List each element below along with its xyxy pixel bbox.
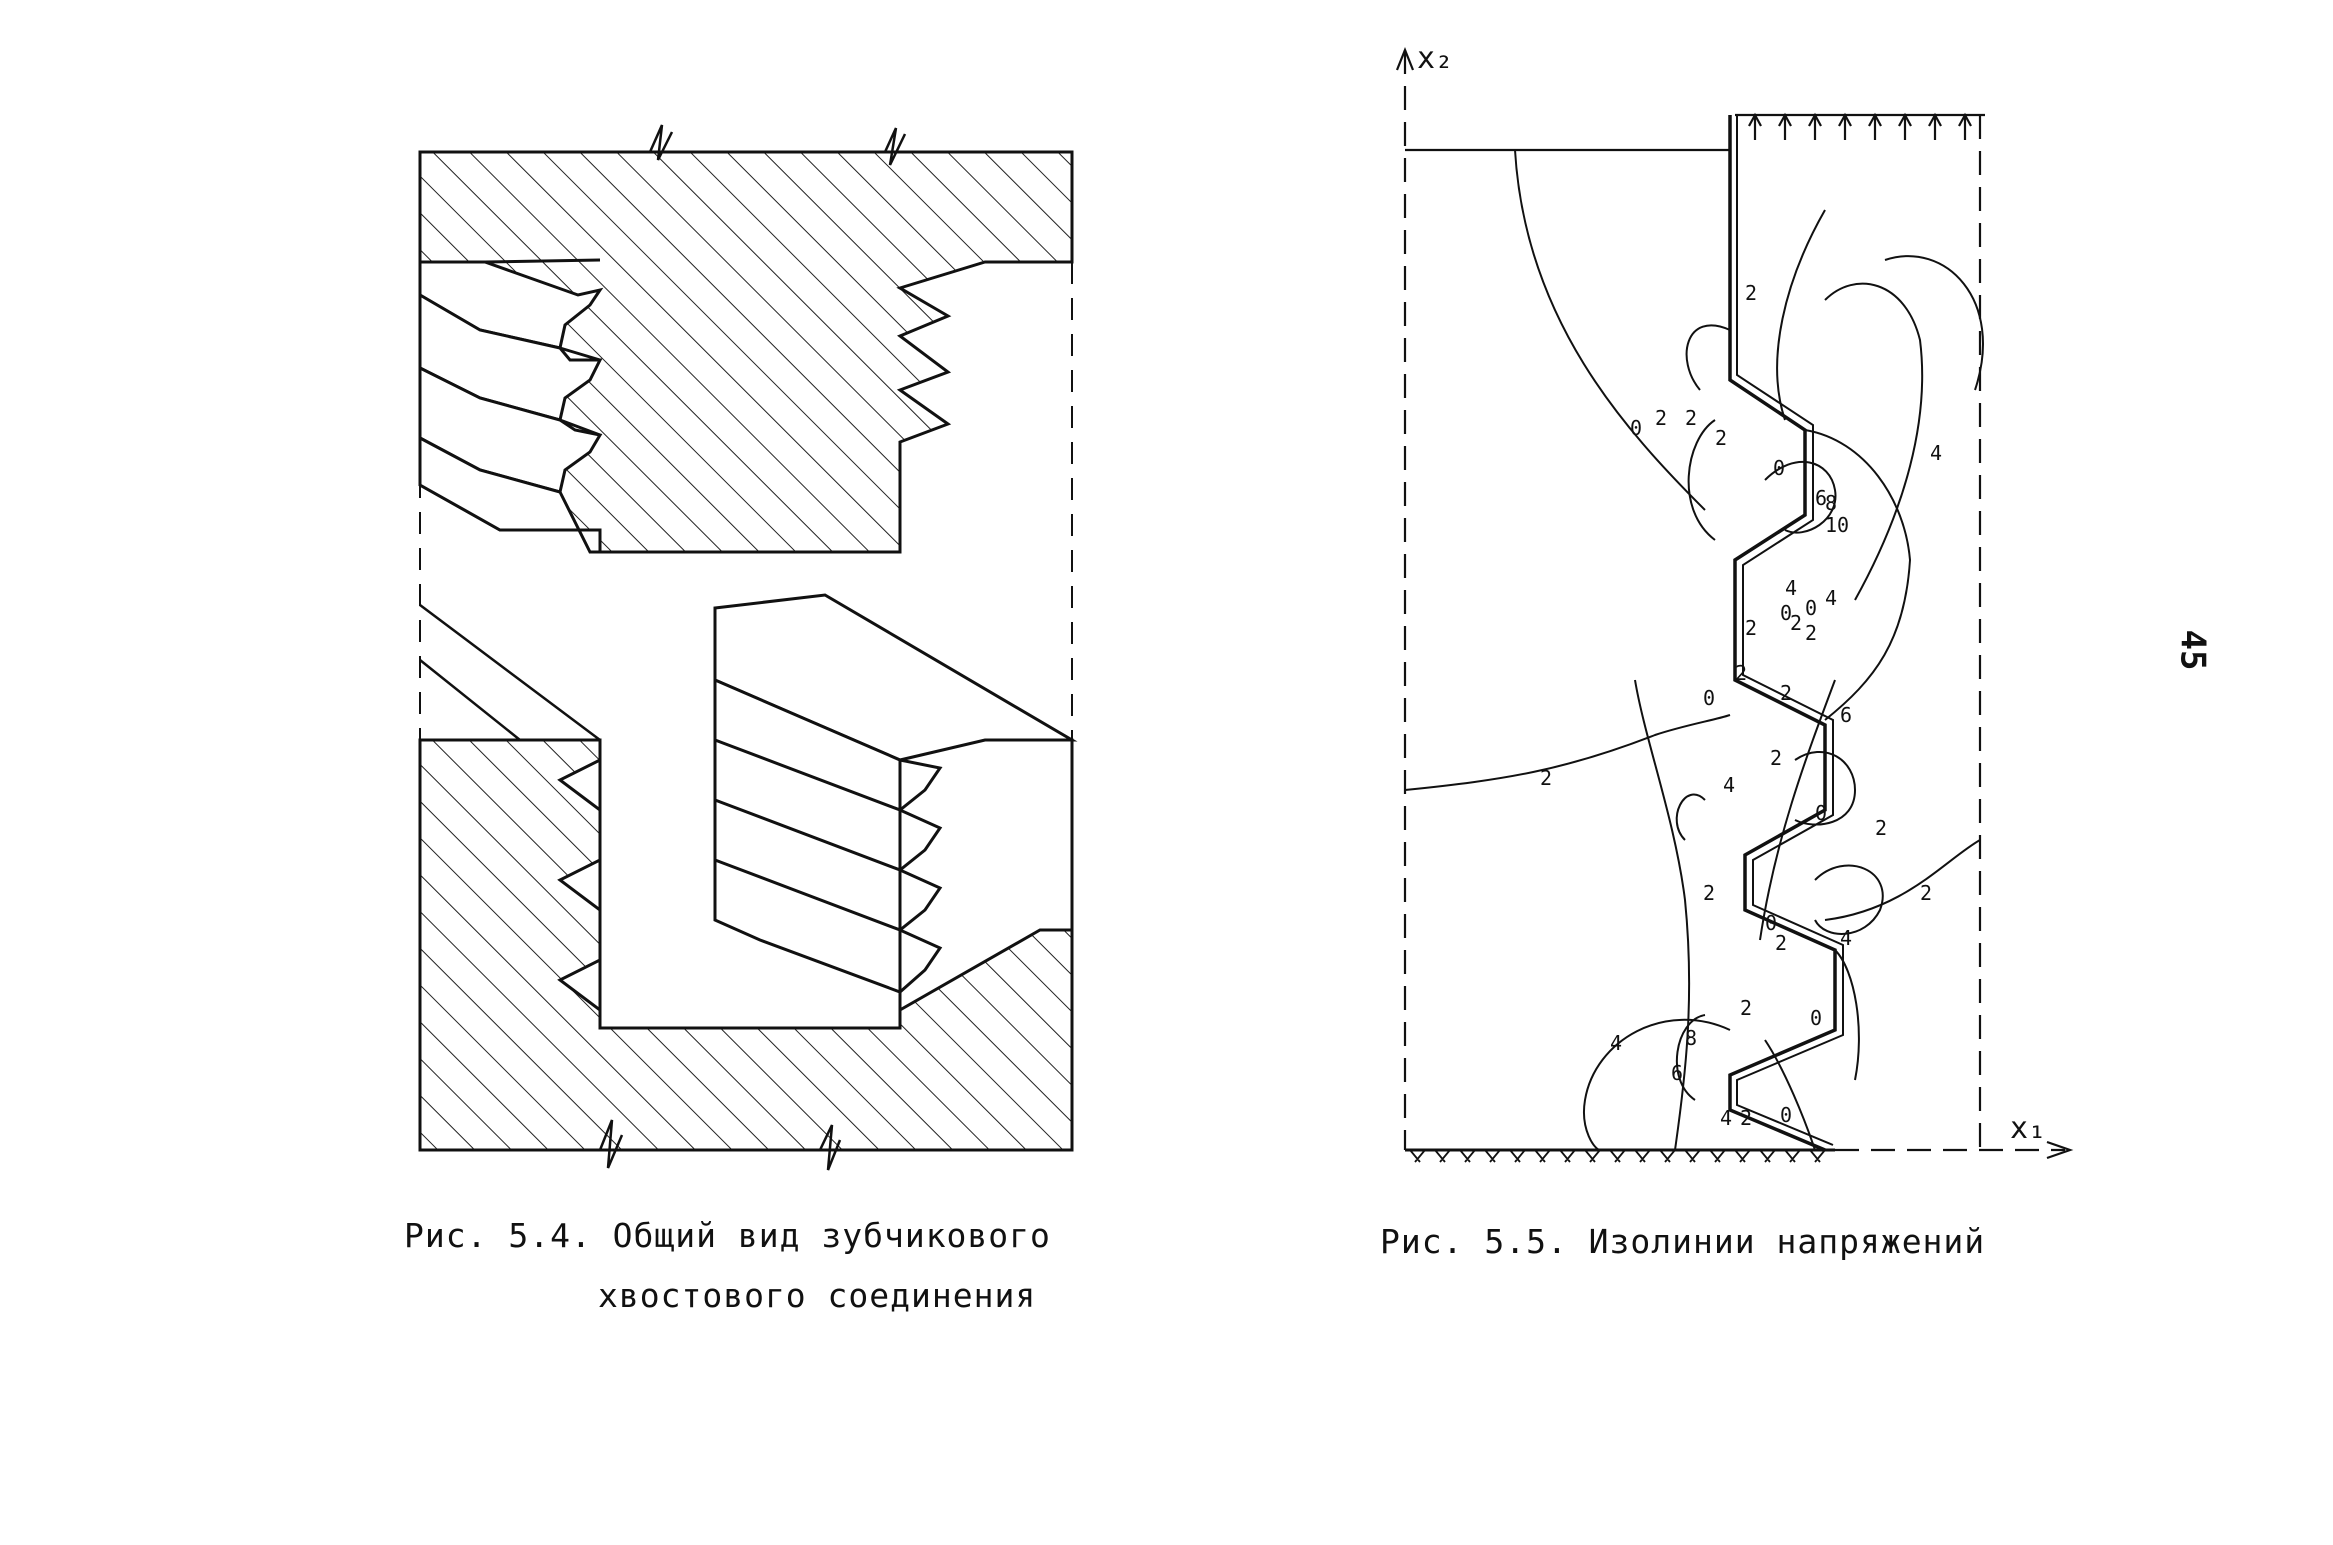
figure-left-caption-line1: Рис. 5.4. Общий вид зубчикового xyxy=(404,1216,1051,1255)
x2-axis-label: x₂ xyxy=(1417,41,1454,76)
contour-label: 4 xyxy=(1825,586,1838,610)
contour-label: 4 xyxy=(1723,773,1736,797)
contour-label: 4 xyxy=(1720,1106,1733,1130)
contour-label: 0 xyxy=(1780,1103,1793,1127)
contour-label: 10 xyxy=(1825,513,1850,537)
lower-left-wedge xyxy=(420,605,600,740)
contour-label: 2 xyxy=(1770,746,1783,770)
figure-right-caption: Рис. 5.5. Изолинии напряжений xyxy=(1380,1222,1986,1261)
contour-label: 2 xyxy=(1790,611,1803,635)
contour-label: 2 xyxy=(1875,816,1888,840)
contour-label: 0 xyxy=(1815,801,1828,825)
contour-label: 8 xyxy=(1685,1026,1698,1050)
x1-axis-label: x₁ xyxy=(2010,1111,2047,1146)
isolines xyxy=(1405,150,1983,1150)
contour-label: 2 xyxy=(1775,931,1788,955)
contour-label: 4 xyxy=(1785,576,1798,600)
contour-label: 2 xyxy=(1740,996,1753,1020)
contour-label: 2 xyxy=(1685,406,1698,430)
contour-label: 0 xyxy=(1773,456,1786,480)
contour-label: 2 xyxy=(1780,681,1793,705)
contour-label: 0 xyxy=(1630,416,1643,440)
contour-label: 2 xyxy=(1745,616,1758,640)
contour-label: 2 xyxy=(1920,881,1933,905)
contour-label: 6 xyxy=(1840,703,1853,727)
contour-label: 8 xyxy=(1825,491,1838,515)
contour-label: 6 xyxy=(1671,1061,1684,1085)
contour-label: 2 xyxy=(1540,766,1553,790)
contour-label: 2 xyxy=(1740,1106,1753,1130)
contour-label: 2 xyxy=(1745,281,1758,305)
contour-label: 0 xyxy=(1780,601,1793,625)
load-arrows xyxy=(1749,115,1971,140)
contour-label: 2 xyxy=(1735,661,1748,685)
stress-isolines-figure xyxy=(1385,40,2085,1170)
contour-labels xyxy=(1540,281,1942,1130)
dovetail-joint-figure xyxy=(400,120,1100,1180)
contour-label: 2 xyxy=(1703,881,1716,905)
ground-hatch xyxy=(1410,1150,1825,1162)
figure-left-caption-line2: хвостового соединения xyxy=(598,1276,1037,1315)
contour-label: 2 xyxy=(1805,621,1818,645)
contour-label: 4 xyxy=(1840,926,1853,950)
contour-label: 2 xyxy=(1655,406,1668,430)
contour-label: 0 xyxy=(1765,911,1778,935)
contour-label: 4 xyxy=(1930,441,1943,465)
contour-label: 0 xyxy=(1703,686,1716,710)
contour-label: 0 xyxy=(1805,596,1818,620)
page-number: 45 xyxy=(2172,629,2213,671)
contour-label: 4 xyxy=(1610,1031,1623,1055)
contour-label: 6 xyxy=(1815,486,1828,510)
contour-label: 0 xyxy=(1810,1006,1823,1030)
contour-label: 2 xyxy=(1715,426,1728,450)
